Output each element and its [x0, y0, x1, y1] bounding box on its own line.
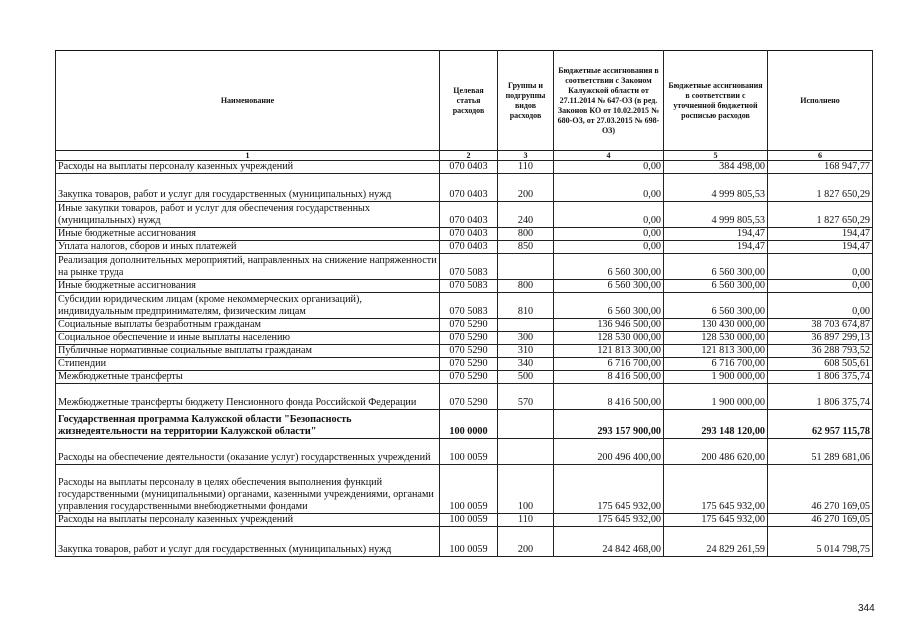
- row-schedule-cell: 121 813 300,00: [664, 345, 768, 358]
- row-target-cell: 070 5290: [440, 319, 498, 332]
- row-executed-cell: 168 947,77: [768, 161, 873, 174]
- row-target-cell: 100 0059: [440, 439, 498, 465]
- row-name-cell: Иные закупки товаров, работ и услуг для обеспечения государственных (муниципальных) нужд: [56, 202, 440, 228]
- row-law-cell: 6 560 300,00: [554, 280, 664, 293]
- row-executed-cell: 608 505,61: [768, 358, 873, 371]
- row-name-cell: Расходы на выплаты персоналу казенных учреждений: [56, 514, 440, 527]
- row-group-cell: 500: [498, 371, 554, 384]
- row-schedule-cell: 293 148 120,00: [664, 410, 768, 439]
- row-group-cell: 200: [498, 174, 554, 202]
- row-name-cell: Уплата налогов, сборов и иных платежей: [56, 241, 440, 254]
- row-schedule-cell: 130 430 000,00: [664, 319, 768, 332]
- row-group-cell: [498, 319, 554, 332]
- row-executed-cell: 194,47: [768, 241, 873, 254]
- row-executed-cell: 194,47: [768, 228, 873, 241]
- row-group-cell: [498, 254, 554, 280]
- header-row: [56, 51, 873, 151]
- row-executed-cell: 5 014 798,75: [768, 527, 873, 557]
- row-target-cell: 070 5290: [440, 358, 498, 371]
- row-schedule-cell: 1 900 000,00: [664, 384, 768, 410]
- row-name-cell: Социальные выплаты безработным гражданам: [56, 319, 440, 332]
- row-name-cell: Расходы на выплаты персоналу казенных учреждений: [56, 161, 440, 174]
- header-target: Целевая статья расходов: [440, 51, 498, 151]
- table-row: [56, 202, 873, 228]
- row-group-cell: 110: [498, 514, 554, 527]
- column-number: 1: [56, 151, 440, 161]
- row-group-cell: 810: [498, 293, 554, 319]
- column-number: 3: [498, 151, 554, 161]
- table-row: [56, 241, 873, 254]
- row-schedule-cell: 384 498,00: [664, 161, 768, 174]
- row-name-cell: Расходы на обеспечение деятельности (оказание услуг) государственных учреждений: [56, 439, 440, 465]
- row-schedule-cell: 200 486 620,00: [664, 439, 768, 465]
- row-group-cell: [498, 410, 554, 439]
- row-law-cell: 6 560 300,00: [554, 254, 664, 280]
- row-executed-cell: 51 289 681,06: [768, 439, 873, 465]
- row-target-cell: 070 5083: [440, 280, 498, 293]
- table-row: [56, 293, 873, 319]
- row-schedule-cell: 4 999 805,53: [664, 202, 768, 228]
- row-executed-cell: 36 897 299,13: [768, 332, 873, 345]
- table-row: [56, 319, 873, 332]
- row-schedule-cell: 6 560 300,00: [664, 254, 768, 280]
- row-target-cell: 070 0403: [440, 241, 498, 254]
- row-law-cell: 0,00: [554, 241, 664, 254]
- row-schedule-cell: 175 645 932,00: [664, 465, 768, 514]
- page-number: 344: [858, 603, 875, 614]
- row-law-cell: 8 416 500,00: [554, 384, 664, 410]
- budget-table: [55, 50, 873, 557]
- row-schedule-cell: 194,47: [664, 228, 768, 241]
- row-group-cell: 800: [498, 228, 554, 241]
- row-name-cell: Межбюджетные трансферты: [56, 371, 440, 384]
- row-group-cell: [498, 439, 554, 465]
- row-target-cell: 100 0059: [440, 514, 498, 527]
- row-name-cell: Закупка товаров, работ и услуг для государственных (муниципальных) нужд: [56, 527, 440, 557]
- table-row: [56, 332, 873, 345]
- table-row: [56, 439, 873, 465]
- row-name-cell: Стипендии: [56, 358, 440, 371]
- row-target-cell: 100 0000: [440, 410, 498, 439]
- row-law-cell: 293 157 900,00: [554, 410, 664, 439]
- row-target-cell: 070 5290: [440, 371, 498, 384]
- table-row: [56, 465, 873, 514]
- row-group-cell: 200: [498, 527, 554, 557]
- header-name: Наименование: [56, 51, 440, 151]
- row-name-cell: Реализация дополнительных мероприятий, направленных на снижение напряженности на рынке труда: [56, 254, 440, 280]
- row-target-cell: 070 5290: [440, 384, 498, 410]
- row-law-cell: 6 716 700,00: [554, 358, 664, 371]
- table-row: [56, 161, 873, 174]
- column-number: 6: [768, 151, 873, 161]
- row-executed-cell: 1 827 650,29: [768, 174, 873, 202]
- row-target-cell: 070 5290: [440, 345, 498, 358]
- header-executed: Исполнено: [768, 51, 873, 151]
- column-number: 5: [664, 151, 768, 161]
- table-row: [56, 280, 873, 293]
- row-law-cell: 0,00: [554, 161, 664, 174]
- table-row: [56, 514, 873, 527]
- row-name-cell: Государственная программа Калужской области "Безопасность жизнедеятельности на территории Калужской области": [56, 410, 440, 439]
- row-executed-cell: 46 270 169,05: [768, 514, 873, 527]
- row-target-cell: 100 0059: [440, 465, 498, 514]
- row-group-cell: 300: [498, 332, 554, 345]
- row-name-cell: Межбюджетные трансферты бюджету Пенсионного фонда Российской Федерации: [56, 384, 440, 410]
- row-name-cell: Субсидии юридическим лицам (кроме некоммерческих организаций), индивидуальным предпринимателям, физическим лицам: [56, 293, 440, 319]
- table-row: [56, 345, 873, 358]
- row-law-cell: 8 416 500,00: [554, 371, 664, 384]
- table-row: [56, 371, 873, 384]
- row-group-cell: 310: [498, 345, 554, 358]
- table-row: [56, 228, 873, 241]
- row-executed-cell: 46 270 169,05: [768, 465, 873, 514]
- table-row: [56, 527, 873, 557]
- row-law-cell: 200 496 400,00: [554, 439, 664, 465]
- row-name-cell: Расходы на выплаты персоналу в целях обеспечения выполнения функций государственными (муниципальными) органами, казенными учреждениями, органами управления государственными внебюджетными фондами: [56, 465, 440, 514]
- table-row: [56, 174, 873, 202]
- column-number: 2: [440, 151, 498, 161]
- row-executed-cell: 38 703 674,87: [768, 319, 873, 332]
- row-schedule-cell: 1 900 000,00: [664, 371, 768, 384]
- row-schedule-cell: 6 716 700,00: [664, 358, 768, 371]
- row-name-cell: Социальное обеспечение и иные выплаты населению: [56, 332, 440, 345]
- row-name-cell: Публичные нормативные социальные выплаты гражданам: [56, 345, 440, 358]
- row-target-cell: 070 0403: [440, 202, 498, 228]
- row-law-cell: 0,00: [554, 228, 664, 241]
- row-schedule-cell: 194,47: [664, 241, 768, 254]
- row-target-cell: 070 5083: [440, 254, 498, 280]
- row-law-cell: 121 813 300,00: [554, 345, 664, 358]
- row-law-cell: 24 842 468,00: [554, 527, 664, 557]
- row-target-cell: 070 0403: [440, 161, 498, 174]
- row-name-cell: Иные бюджетные ассигнования: [56, 280, 440, 293]
- row-law-cell: 6 560 300,00: [554, 293, 664, 319]
- row-group-cell: 340: [498, 358, 554, 371]
- row-executed-cell: 1 827 650,29: [768, 202, 873, 228]
- row-law-cell: 175 645 932,00: [554, 514, 664, 527]
- header-group: Группы и подгруппы видов расходов: [498, 51, 554, 151]
- row-target-cell: 070 5290: [440, 332, 498, 345]
- table-row: [56, 410, 873, 439]
- header-law: Бюджетные ассигнования в соответствии с Законом Калужской области от 27.11.2014 № 647-ОЗ (в ред. Законов КО от 10.02.2015 № 680-ОЗ, от 27.03.2015 № 698-ОЗ): [554, 51, 664, 151]
- row-executed-cell: 0,00: [768, 293, 873, 319]
- row-group-cell: 850: [498, 241, 554, 254]
- row-schedule-cell: 4 999 805,53: [664, 174, 768, 202]
- row-schedule-cell: 6 560 300,00: [664, 280, 768, 293]
- row-executed-cell: 1 806 375,74: [768, 371, 873, 384]
- column-number-row: [56, 151, 873, 161]
- row-executed-cell: 36 288 793,52: [768, 345, 873, 358]
- table-row: [56, 384, 873, 410]
- row-executed-cell: 1 806 375,74: [768, 384, 873, 410]
- row-target-cell: 070 5083: [440, 293, 498, 319]
- row-group-cell: 100: [498, 465, 554, 514]
- row-executed-cell: 0,00: [768, 254, 873, 280]
- row-name-cell: Иные бюджетные ассигнования: [56, 228, 440, 241]
- row-target-cell: 070 0403: [440, 174, 498, 202]
- row-executed-cell: 62 957 115,78: [768, 410, 873, 439]
- column-number: 4: [554, 151, 664, 161]
- row-executed-cell: 0,00: [768, 280, 873, 293]
- row-law-cell: 175 645 932,00: [554, 465, 664, 514]
- header-schedule: Бюджетные ассигнования в соответствии с уточненной бюджетной росписью расходов: [664, 51, 768, 151]
- row-schedule-cell: 6 560 300,00: [664, 293, 768, 319]
- row-name-cell: Закупка товаров, работ и услуг для государственных (муниципальных) нужд: [56, 174, 440, 202]
- row-law-cell: 0,00: [554, 202, 664, 228]
- row-target-cell: 100 0059: [440, 527, 498, 557]
- row-law-cell: 128 530 000,00: [554, 332, 664, 345]
- row-schedule-cell: 175 645 932,00: [664, 514, 768, 527]
- row-schedule-cell: 128 530 000,00: [664, 332, 768, 345]
- table-row: [56, 358, 873, 371]
- row-law-cell: 136 946 500,00: [554, 319, 664, 332]
- row-law-cell: 0,00: [554, 174, 664, 202]
- row-group-cell: 800: [498, 280, 554, 293]
- row-group-cell: 240: [498, 202, 554, 228]
- table-row: [56, 254, 873, 280]
- row-schedule-cell: 24 829 261,59: [664, 527, 768, 557]
- row-target-cell: 070 0403: [440, 228, 498, 241]
- row-group-cell: 570: [498, 384, 554, 410]
- row-group-cell: 110: [498, 161, 554, 174]
